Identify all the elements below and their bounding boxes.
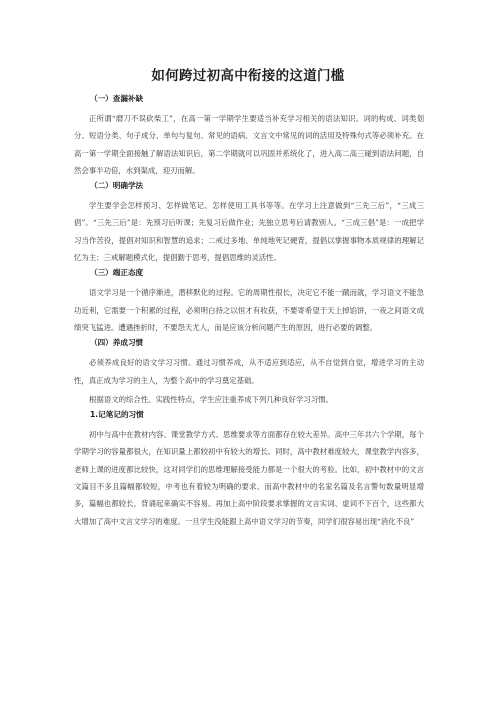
section-4-paragraph-1: 必须养成良好的语文学习习惯。通过习惯养成，从不适应到适应，从不自觉到自觉，增进学习的主动性，真正成为学习的主人，为整个高中的学习奠定基础。: [74, 358, 424, 385]
section-4-paragraph-2: 根据语文的综合性、实践性特点，学生应注重养成下列几种良好学习习惯。: [89, 394, 333, 404]
section-heading-1: （一）查漏补缺: [90, 94, 144, 103]
section-2-paragraph-1: 学生要学会怎样预习、怎样做笔记、怎样使用工具书等等。在学习上注意做到“三先三后”，“三成三倡”。“三先三后”是：先预习后听课；先复习后做作业；先独立思考后请教别人。“三成三倡”是：一成把学习当作苦役，提倡对知识和智慧的追求；二戒过多地、单纯地死记硬背，提倡以掌握事物本质规律的理解记忆为主；三戒解题模式化，提倡勤于思考，提倡思维的灵活性。: [74, 201, 424, 263]
section-heading-4: （四）养成习惯: [90, 338, 144, 348]
section-1-paragraph-1: 正所谓“磨刀不误砍柴工”，在高一第一学期学生要适当补充学习相关的语法知识。词的构成、词类划分、短语分类、句子成分、单句与复句、常见的语病、文言文中常见的词的活用及特殊句式等必须补充。在高一第一学期全面接触了解语法知识后，第二学期就可以巩固并系统化了，进入高二高三碰到语法问题，自然会事半功倍，水到渠成，迎刃而解。: [74, 114, 424, 175]
document-title: 如何跨过初高中衔接的这道门槛: [151, 68, 345, 84]
section-5-paragraph-1: 初中与高中在教材内容、课堂教学方式、思维要求等方面都存在较大差异。高中三年共六个学期，每个学期学习的容量都很大，在知识量上都较初中有较大的增长。同时，高中教材难度较大，课堂教学内容多，老师上课的进度都比较快，这对同学们的思维理解接受能力都是一个很大的考验。比如，初中教材中的文言文篇目不多且篇幅都较短，中考也有着较为明确的要求。而高中教材中的名家名篇及名言警句数量明显增多，篇幅也都较长，背诵起来确实不容易。再加上高中阶段要求掌握的文言实词、虚词不下百个，这些都大大增加了高中文言文学习的难度。一旦学生没能跟上高中语文学习的节奏，同学们很容易出现“消化不良”: [74, 430, 424, 526]
section-heading-5: 1.记笔记的习惯: [90, 410, 144, 420]
section-heading-2: （二）明确学法: [90, 181, 144, 191]
section-3-paragraph-1: 语文学习是一个循序渐进，潜移默化的过程。它的周期性很长，决定它不能一蹴而就，学习语文不能急功近利，它需要一个积累的过程，必须明白持之以恒才有收获，不要寄希望于天上掉馅饼，一夜之间语文成绩突飞猛进。遭遇挫折时，不要怨天尤人，而是应该分析问题产生的原因，进行必要的调整。: [74, 288, 424, 332]
section-heading-3: （三）端正态度: [90, 268, 144, 278]
document-body: [74, 92, 424, 532]
